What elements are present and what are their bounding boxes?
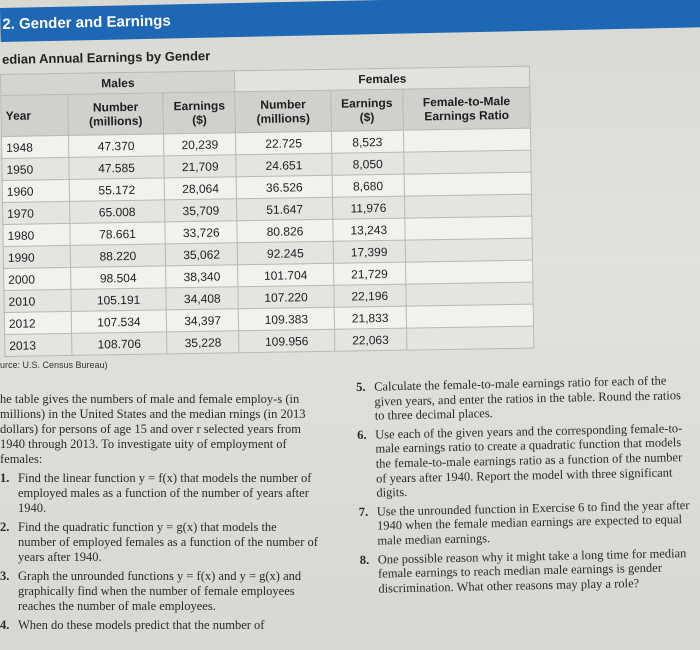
exercise-item <box>0 569 318 614</box>
exercise-number: 8. <box>359 552 370 567</box>
cell-ratio <box>404 194 531 218</box>
cell-male-earnings: 21,709 <box>164 155 237 178</box>
cell-year: 1948 <box>1 135 68 158</box>
cell-female-earnings: 21,833 <box>334 306 407 329</box>
cell-male-number: 55.172 <box>69 178 164 201</box>
exercise-text: Calculate the female-to-male earnings ratio for each of the given years, and enter the ratios in the table. Round the ratios to three decimal places. <box>373 373 682 423</box>
cell-year: 2013 <box>5 333 72 356</box>
exercise-item <box>360 546 693 597</box>
cell-ratio <box>406 260 533 284</box>
cell-male-earnings: 35,062 <box>165 243 238 266</box>
exercise-item <box>0 520 318 565</box>
cell-female-number: 36.526 <box>237 175 332 198</box>
cell-female-earnings: 8,050 <box>331 152 404 175</box>
exercise-number: 7. <box>358 504 369 519</box>
cell-female-number: 24.651 <box>236 153 331 176</box>
header-male-earnings: Earnings ($) <box>163 92 236 134</box>
cell-female-earnings: 22,196 <box>333 284 406 307</box>
cell-male-number: 105.191 <box>71 288 166 311</box>
table-title: edian Annual Earnings by Gender <box>1 48 211 67</box>
left-column <box>0 392 318 637</box>
cell-male-earnings: 38,340 <box>166 265 239 288</box>
cell-male-earnings: 34,397 <box>166 309 239 332</box>
cell-ratio <box>403 128 530 152</box>
cell-year: 1950 <box>2 157 69 180</box>
exercise-text: Find the quadratic function y = g(x) that models the number of employed females as a function of the number of years after 1940. <box>18 520 318 564</box>
cell-male-number: 88.220 <box>70 244 165 267</box>
exercise-item <box>0 618 318 633</box>
cell-male-number: 47.585 <box>69 156 164 179</box>
header-female-earnings: Earnings ($) <box>330 89 403 131</box>
exercise-number: 1. <box>0 471 10 485</box>
exercise-item <box>359 498 692 549</box>
exercise-text: Use each of the given years and the corresponding female-to-male earnings ratio to create a quadratic function that models the female-to-male earnings ratio as a function of the number of years after 1940. Report the model with three significant digits. <box>374 420 683 500</box>
group-females: Females <box>235 66 530 92</box>
right-exercises <box>356 373 693 600</box>
cell-female-earnings: 17,399 <box>333 240 406 263</box>
cell-male-earnings: 35,228 <box>167 331 240 354</box>
cell-year: 2010 <box>4 289 71 312</box>
exercise-text: Graph the unrounded functions y = f(x) and y = g(x) and graphically find when the number of female employees reaches the number of male employees. <box>18 569 302 613</box>
cell-ratio <box>407 326 534 350</box>
exercise-item <box>357 421 690 501</box>
exercise-item <box>0 471 318 516</box>
header-ratio: Female-to-Male Earnings Ratio <box>403 87 531 130</box>
section-title-banner: 2. Gender and Earnings <box>0 0 700 42</box>
cell-female-earnings: 8,523 <box>331 130 404 153</box>
cell-male-earnings: 35,709 <box>165 199 238 222</box>
cell-male-number: 98.504 <box>71 266 166 289</box>
group-males: Males <box>1 71 236 96</box>
cell-ratio <box>405 238 532 262</box>
cell-ratio <box>406 304 533 328</box>
exercise-number: 6. <box>357 427 367 442</box>
source-note: urce: U.S. Census Bureau) <box>0 360 108 370</box>
earnings-table-wrapper <box>0 66 534 364</box>
cell-female-number: 107.220 <box>238 285 333 308</box>
cell-ratio <box>404 172 531 196</box>
cell-year: 2000 <box>4 267 71 290</box>
cell-year: 1960 <box>2 179 69 202</box>
exercise-number: 3. <box>0 569 10 583</box>
exercise-number: 2. <box>0 520 10 534</box>
cell-female-earnings: 8,680 <box>332 174 405 197</box>
cell-year: 1980 <box>3 223 70 246</box>
cell-female-number: 51.647 <box>237 197 332 220</box>
left-exercises <box>0 471 318 633</box>
exercise-text: When do these models predict that the number of <box>18 618 265 632</box>
exercise-number: 5. <box>356 379 366 394</box>
cell-male-earnings: 34,408 <box>166 287 239 310</box>
cell-year: 2012 <box>4 311 71 334</box>
exercise-text: One possible reason why it might take a long time for median female earnings to reach median male earnings is gender discrimination. What other reasons may play a role? <box>377 545 687 596</box>
header-female-number: Number (millions) <box>235 90 331 132</box>
earnings-table <box>0 66 534 357</box>
exercise-item <box>356 373 689 424</box>
cell-female-number: 101.704 <box>238 263 333 286</box>
cell-female-number: 109.383 <box>239 307 334 330</box>
exercise-text: Find the linear function y = f(x) that models the number of employed males as a function of the number of years after 1940. <box>18 471 312 515</box>
cell-ratio <box>404 150 531 174</box>
cell-female-earnings: 13,243 <box>332 218 405 241</box>
cell-male-number: 78.661 <box>70 222 165 245</box>
cell-female-number: 80.826 <box>237 219 332 242</box>
exercise-text: Use the unrounded function in Exercise 6 to find the year after 1940 when the female median earnings are expected to equal male median earnings. <box>376 497 690 548</box>
cell-male-earnings: 20,239 <box>163 133 236 156</box>
cell-ratio <box>405 216 532 240</box>
cell-female-number: 109.956 <box>239 329 334 352</box>
cell-male-number: 107.534 <box>71 310 166 333</box>
exercise-number: 4. <box>0 618 10 632</box>
cell-ratio <box>406 282 533 306</box>
cell-male-number: 65.008 <box>70 200 165 223</box>
table-body <box>1 128 533 356</box>
cell-year: 1970 <box>3 201 70 224</box>
cell-male-earnings: 28,064 <box>164 177 237 200</box>
cell-female-earnings: 11,976 <box>332 196 405 219</box>
cell-year: 1990 <box>3 245 70 268</box>
header-year: Year <box>1 94 69 136</box>
cell-female-earnings: 21,729 <box>333 262 406 285</box>
cell-male-number: 108.706 <box>72 332 167 355</box>
intro-paragraph: he table gives the numbers of male and female employ-s (in millions) in the United States and the median rnings (in 2013 dollars) for persons of age 15 and over r selected years from 1940 through 2013. To investigate uity of employment of females: <box>0 392 306 466</box>
cell-male-number: 47.370 <box>68 134 163 157</box>
cell-female-number: 22.725 <box>236 131 331 154</box>
cell-male-earnings: 33,726 <box>165 221 238 244</box>
cell-female-number: 92.245 <box>238 241 333 264</box>
header-male-number: Number (millions) <box>68 93 164 135</box>
cell-female-earnings: 22,063 <box>334 328 407 351</box>
